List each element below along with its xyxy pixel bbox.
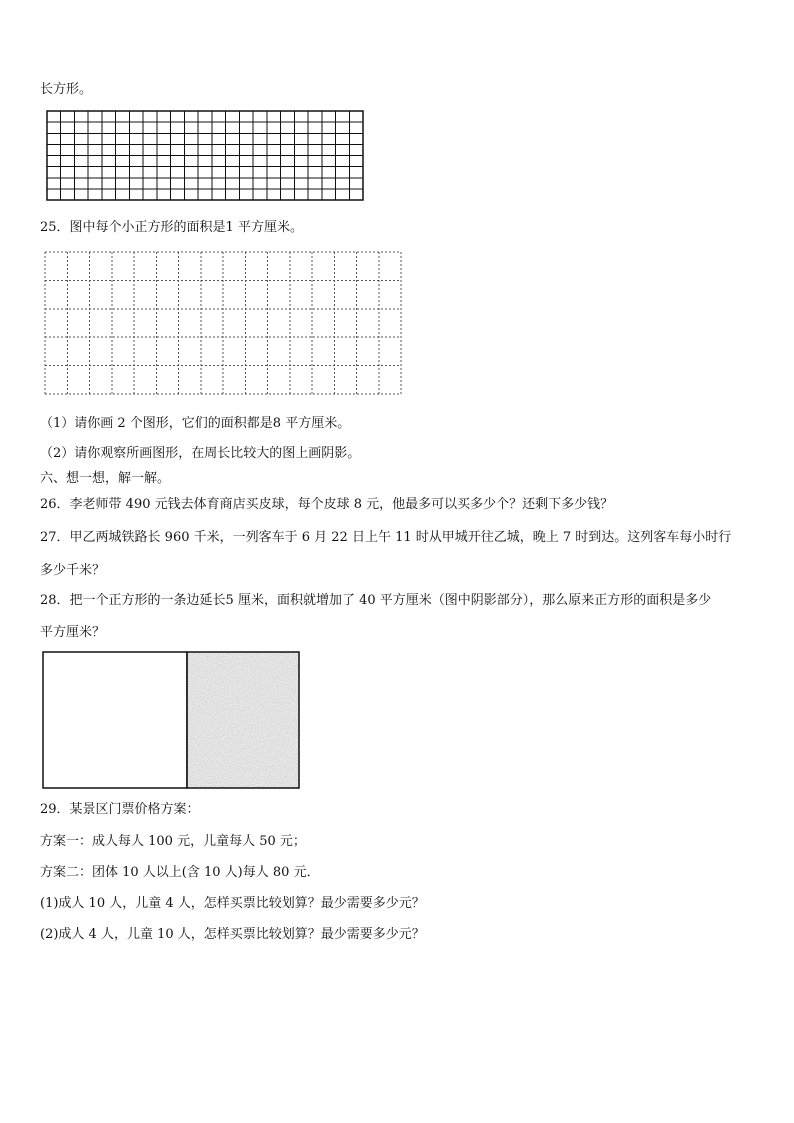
q29-plan2: 方案二：团体 10 人以上(含 10 人)每人 80 元． — [40, 865, 320, 880]
solid-grid-figure — [46, 110, 366, 202]
previous-question-tail: 长方形。 — [40, 82, 93, 97]
q29-title: 29．某景区门票价格方案： — [40, 802, 200, 817]
q26-text: 26．李老师带 490 元钱去体育商店买皮球，每个皮球 8 元，他最多可以买多少个？还剩下多少钱？ — [40, 497, 614, 512]
q28-line2: 平方厘米？ — [40, 625, 106, 640]
shaded-extension — [187, 652, 299, 788]
q27-line1: 27．甲乙两城铁路长 960 千米，一列客车于 6 月 22 日上午 11 时从甲城开往乙城，晚上 7 时到达。这列客车每小时行 — [40, 530, 732, 545]
dotted-grid-figure — [44, 251, 404, 397]
q29-sub2: (2)成人 4 人，儿童 10 人，怎样买票比较划算？最少需要多少元？ — [40, 927, 425, 942]
q29-plan1: 方案一：成人每人 100 元，儿童每人 50 元； — [40, 834, 306, 849]
q27-line2: 多少千米？ — [40, 563, 106, 578]
q29-sub1: (1)成人 10 人，儿童 4 人，怎样买票比较划算？最少需要多少元？ — [40, 896, 425, 911]
original-square — [43, 652, 187, 788]
section-six-heading: 六、想一想，解一解。 — [40, 471, 171, 486]
square-extension-figure — [42, 651, 302, 791]
q25-sub1: （1）请你画 2 个图形，它们的面积都是8 平方厘米。 — [40, 416, 351, 431]
q25-prompt: 25．图中每个小正方形的面积是1 平方厘米。 — [40, 220, 303, 235]
q25-sub2: （2）请你观察所画图形，在周长比较大的图上画阴影。 — [40, 446, 361, 461]
q28-line1: 28．把一个正方形的一条边延长5 厘米，面积就增加了 40 平方厘米（图中阴影部分），那么原来正方形的面积是多少 — [40, 593, 712, 608]
